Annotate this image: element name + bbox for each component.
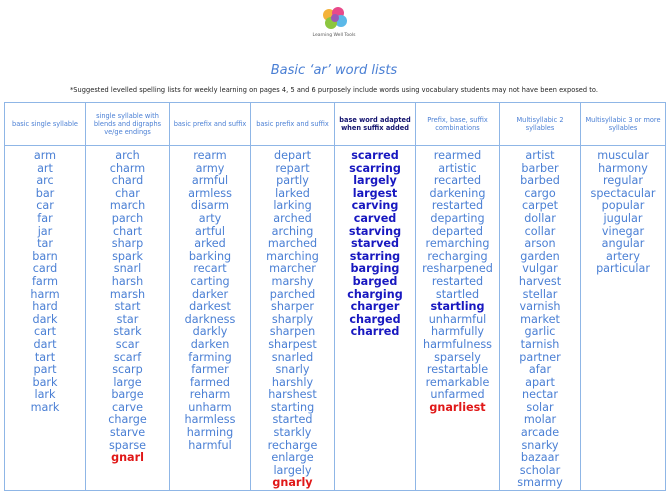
word-item: molar — [523, 413, 557, 427]
word-item: dollar — [524, 211, 556, 225]
word-column — [251, 146, 335, 491]
word-item: recharging — [427, 249, 488, 263]
word-item: mark — [30, 400, 60, 414]
word-item: arch — [115, 149, 140, 162]
word-item: darkest — [189, 300, 231, 314]
word-item: departed — [432, 224, 483, 238]
word-item: depart — [274, 149, 311, 162]
word-item: starring — [349, 249, 401, 263]
word-item: harshest — [268, 388, 317, 402]
word-item: chard — [111, 174, 144, 188]
word-item: starting — [270, 400, 315, 414]
word-item: part — [33, 363, 57, 377]
word-item: barge — [111, 388, 144, 402]
word-column — [500, 146, 581, 491]
word-item: darkening — [429, 186, 486, 200]
word-item: muscular — [597, 149, 649, 162]
word-item: partly — [276, 174, 309, 188]
word-column — [86, 146, 170, 491]
word-item: harmfulness — [422, 337, 492, 351]
word-item: nectar — [522, 388, 558, 402]
word-column — [416, 146, 500, 491]
word-item: bazaar — [520, 451, 560, 465]
word-item: angular — [601, 237, 645, 251]
word-item: snarly — [275, 363, 310, 377]
word-item: recart — [193, 262, 227, 276]
word-list-table — [4, 102, 666, 491]
word-item: harmony — [598, 161, 648, 175]
word-item: popular — [601, 199, 645, 213]
word-item: reharm — [189, 388, 231, 402]
word-item: enlarge — [271, 451, 314, 465]
column-header: Multisyllabic 2 syllables — [500, 103, 581, 146]
word-item: star — [116, 312, 139, 326]
brain-logo-icon — [319, 6, 349, 32]
column-header: basic prefix and suffix — [170, 103, 251, 146]
word-item: spectacular — [590, 186, 656, 200]
word-item: marched — [267, 237, 318, 251]
word-item: jugular — [603, 211, 643, 225]
word-item: snarky — [521, 438, 559, 452]
word-item: varnish — [519, 300, 561, 314]
word-item: starving — [348, 224, 402, 238]
word-item: artery — [606, 249, 640, 263]
word-item: darken — [190, 337, 230, 351]
word-item: carpet — [522, 199, 558, 213]
word-item: market — [520, 312, 560, 326]
word-item: repart — [275, 161, 310, 175]
word-item: starkly — [273, 426, 312, 440]
word-item: dark — [32, 312, 58, 326]
word-item: scarring — [349, 161, 401, 175]
column-header: Multisyllabic 3 or more syllables — [581, 103, 666, 146]
word-item: parched — [269, 287, 316, 301]
word-item: bar — [35, 186, 55, 200]
word-item: artful — [195, 224, 225, 238]
word-item: arty — [198, 211, 222, 225]
word-item: sharpest — [268, 337, 317, 351]
word-item: barn — [32, 249, 58, 263]
word-item: marching — [266, 249, 319, 263]
word-item: recarted — [433, 174, 482, 188]
word-item: march — [109, 199, 146, 213]
word-item: art — [37, 161, 53, 175]
word-item: departing — [430, 211, 485, 225]
word-item: farm — [31, 274, 59, 288]
word-item: started — [272, 413, 313, 427]
word-item: unfarmed — [430, 388, 485, 402]
word-item: arching — [271, 224, 314, 238]
word-item: scarred — [351, 149, 399, 162]
word-item: barbed — [520, 174, 560, 188]
word-item: jar — [37, 224, 53, 238]
word-item: barged — [352, 274, 398, 288]
word-item: sharpen — [269, 325, 316, 339]
word-item: rearm — [193, 149, 227, 162]
word-item: carving — [351, 199, 399, 213]
word-item: largest — [352, 186, 398, 200]
word-item: artistic — [438, 161, 477, 175]
word-item: unharmful — [428, 312, 487, 326]
word-item: carve — [111, 400, 144, 414]
word-item: startling — [430, 300, 485, 314]
logo — [306, 6, 362, 46]
word-item: largely — [273, 463, 312, 477]
word-item: harvest — [518, 274, 562, 288]
word-item: charged — [349, 312, 401, 326]
word-row — [5, 146, 666, 491]
word-item: largely — [353, 174, 397, 188]
word-item: parch — [111, 211, 144, 225]
word-item: scarp — [112, 363, 143, 377]
word-item: far — [37, 211, 53, 225]
word-item: arc — [36, 174, 54, 188]
word-item: apart — [525, 375, 555, 389]
word-item: unharm — [188, 400, 232, 414]
word-item: army — [195, 161, 225, 175]
word-item: restarted — [431, 274, 484, 288]
word-item: barging — [350, 262, 400, 276]
word-item: sharp — [111, 237, 144, 251]
word-item: card — [32, 262, 58, 276]
word-item: charging — [347, 287, 403, 301]
word-item: vulgar — [522, 262, 558, 276]
word-item: starved — [351, 237, 399, 251]
word-item: artist — [525, 149, 555, 162]
word-item: resharpened — [422, 262, 493, 276]
word-column — [170, 146, 251, 491]
word-item: charger — [350, 300, 400, 314]
word-item: hard — [32, 300, 58, 314]
word-item: larked — [275, 186, 310, 200]
column-header: basic prefix and suffix — [251, 103, 335, 146]
word-item: marsh — [109, 287, 146, 301]
page-title: Basic ‘ar’ word lists — [270, 63, 398, 78]
word-item: scarf — [113, 350, 142, 364]
word-item: darkness — [184, 312, 236, 326]
word-item: armful — [191, 174, 229, 188]
word-item: startled — [435, 287, 480, 301]
word-item: vinegar — [601, 224, 645, 238]
word-item: dart — [33, 337, 57, 351]
word-item: stark — [113, 325, 142, 339]
word-item: disarm — [190, 199, 230, 213]
logo-text: Learning Well Tools — [312, 33, 356, 38]
word-item: darker — [191, 287, 229, 301]
word-item: sharply — [271, 312, 314, 326]
column-header: basic single syllable — [5, 103, 86, 146]
word-item: garden — [520, 249, 560, 263]
word-item: charred — [350, 325, 400, 339]
word-item: charge — [108, 413, 147, 427]
word-item: gnarliest — [429, 400, 486, 414]
word-item: restartable — [426, 363, 489, 377]
word-item: barking — [188, 249, 232, 263]
word-item: arson — [524, 237, 556, 251]
word-item: stellar — [522, 287, 558, 301]
word-item: larking — [273, 199, 312, 213]
word-item: collar — [524, 224, 556, 238]
word-item: carting — [190, 274, 230, 288]
word-item: barber — [521, 161, 559, 175]
word-item: marcher — [269, 262, 316, 276]
word-column — [335, 146, 416, 491]
word-item: smarmy — [517, 476, 563, 490]
column-header: Prefix, base, suffix combinations — [416, 103, 500, 146]
word-item: harm — [30, 287, 60, 301]
word-column — [581, 146, 666, 491]
word-item: solar — [526, 400, 554, 414]
header-row — [5, 103, 666, 146]
word-item: gnarl — [111, 451, 144, 465]
word-item: arm — [33, 149, 57, 162]
word-item: darkly — [192, 325, 228, 339]
word-item: remarching — [425, 237, 490, 251]
word-item: gnarly — [272, 476, 313, 490]
word-item: lark — [34, 388, 56, 402]
word-item: chart — [112, 224, 143, 238]
word-item: harsh — [111, 274, 144, 288]
word-item: rearmed — [433, 149, 482, 162]
word-item: harshly — [271, 375, 314, 389]
word-item: partner — [519, 350, 561, 364]
word-item: carved — [353, 211, 397, 225]
word-item: armless — [188, 186, 232, 200]
word-item: snarl — [113, 262, 142, 276]
word-item: harmless — [184, 413, 236, 427]
word-item: farmed — [189, 375, 231, 389]
word-item: char — [115, 186, 140, 200]
word-item: recharge — [267, 438, 318, 452]
word-item: large — [113, 375, 142, 389]
word-item: farming — [188, 350, 232, 364]
word-item: tart — [34, 350, 56, 364]
word-item: sharper — [271, 300, 314, 314]
word-item: tar — [37, 237, 53, 251]
word-item: car — [36, 199, 54, 213]
word-item: snarled — [271, 350, 314, 364]
word-item: cargo — [524, 186, 556, 200]
word-item: scholar — [519, 463, 561, 477]
column-header: single syllable with blends and digraphs ve/ge endings — [86, 103, 170, 146]
word-item: arched — [273, 211, 312, 225]
word-item: harmfully — [430, 325, 485, 339]
word-column — [5, 146, 86, 491]
word-item: arked — [194, 237, 226, 251]
word-item: regular — [603, 174, 643, 188]
word-item: tarnish — [520, 337, 560, 351]
word-item: farmer — [191, 363, 229, 377]
word-item: charm — [109, 161, 146, 175]
word-item: sparsely — [434, 350, 481, 364]
word-item: harmful — [188, 438, 232, 452]
column-header: base word adapted when suffix added — [335, 103, 416, 146]
word-item: marshy — [271, 274, 314, 288]
page-note: *Suggested levelled spelling lists for weekly learning on pages 4, 5 and 6 purposely include words using vocabulary students may not have been exposed to. — [69, 86, 599, 94]
word-item: afar — [528, 363, 552, 377]
word-item: cart — [34, 325, 56, 339]
word-item: start — [114, 300, 141, 314]
word-item: sparse — [108, 438, 147, 452]
word-item: remarkable — [425, 375, 490, 389]
word-item: garlic — [524, 325, 556, 339]
word-item: restarted — [431, 199, 484, 213]
word-item: scar — [115, 337, 140, 351]
word-item: spark — [112, 249, 143, 263]
word-item: particular — [596, 262, 650, 276]
word-item: starve — [109, 426, 146, 440]
word-item: arcade — [520, 426, 560, 440]
word-item: harming — [186, 426, 234, 440]
word-item: bark — [32, 375, 58, 389]
